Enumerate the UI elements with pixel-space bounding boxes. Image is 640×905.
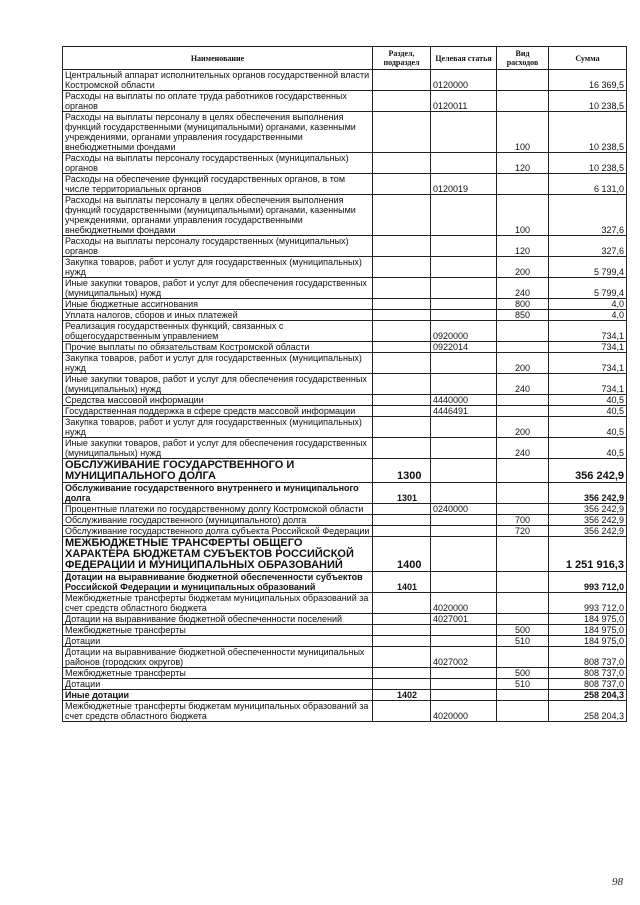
row-name: Государственная поддержка в сфере средств массовой информации xyxy=(63,406,373,417)
row-section xyxy=(373,374,431,395)
row-section xyxy=(373,299,431,310)
table-row xyxy=(63,321,627,342)
row-name: Межбюджетные трансферты xyxy=(63,668,373,679)
row-name: Иные дотации xyxy=(63,690,373,701)
row-type xyxy=(497,70,549,91)
row-article: 0922014 xyxy=(431,342,497,353)
row-section xyxy=(373,647,431,668)
row-section xyxy=(373,153,431,174)
row-type: 850 xyxy=(497,310,549,321)
row-sum: 16 369,5 xyxy=(549,70,627,91)
row-sum: 356 242,9 xyxy=(549,459,627,483)
row-sum: 40,5 xyxy=(549,438,627,459)
row-article: 0120019 xyxy=(431,174,497,195)
row-sum: 5 799,4 xyxy=(549,257,627,278)
row-article xyxy=(431,483,497,504)
row-type xyxy=(497,690,549,701)
row-type xyxy=(497,537,549,572)
row-name: Иные закупки товаров, работ и услуг для обеспечения государственных (муниципальных) нужд xyxy=(63,438,373,459)
row-name: Обслуживание государственного долга субъекта Российской Федерации xyxy=(63,526,373,537)
table-row xyxy=(63,395,627,406)
row-name: ОБСЛУЖИВАНИЕ ГОСУДАРСТВЕННОГО И МУНИЦИПАЛЬНОГО ДОЛГА xyxy=(63,459,373,483)
row-sum: 327,6 xyxy=(549,236,627,257)
row-section xyxy=(373,679,431,690)
row-section xyxy=(373,625,431,636)
row-type xyxy=(497,593,549,614)
row-section: 1400 xyxy=(373,537,431,572)
row-article: 4020000 xyxy=(431,593,497,614)
row-type xyxy=(497,459,549,483)
row-section xyxy=(373,278,431,299)
row-sum: 40,5 xyxy=(549,406,627,417)
row-sum: 327,6 xyxy=(549,195,627,236)
row-type: 720 xyxy=(497,526,549,537)
table-row xyxy=(63,593,627,614)
row-sum: 356 242,9 xyxy=(549,526,627,537)
row-sum: 808 737,0 xyxy=(549,647,627,668)
row-article xyxy=(431,374,497,395)
row-name: Центральный аппарат исполнительных органов государственной власти Костромской области xyxy=(63,70,373,91)
row-name: Межбюджетные трансферты xyxy=(63,625,373,636)
row-name: Обслуживание государственного внутреннего и муниципального долга xyxy=(63,483,373,504)
row-type xyxy=(497,647,549,668)
table-row xyxy=(63,417,627,438)
row-name: Расходы на выплаты персоналу государственных (муниципальных) органов xyxy=(63,153,373,174)
row-type xyxy=(497,342,549,353)
row-name: Дотации на выравнивание бюджетной обеспеченности муниципальных районов (городских округов) xyxy=(63,647,373,668)
row-article xyxy=(431,353,497,374)
row-sum: 4,0 xyxy=(549,310,627,321)
table-row xyxy=(63,679,627,690)
row-article: 0120011 xyxy=(431,91,497,112)
row-article xyxy=(431,459,497,483)
row-section xyxy=(373,236,431,257)
row-type: 200 xyxy=(497,257,549,278)
table-row xyxy=(63,668,627,679)
row-name: Дотации на выравнивание бюджетной обеспеченности поселений xyxy=(63,614,373,625)
row-section xyxy=(373,257,431,278)
table-row xyxy=(63,483,627,504)
row-section xyxy=(373,701,431,722)
row-sum: 993 712,0 xyxy=(549,572,627,593)
row-article: 4020000 xyxy=(431,701,497,722)
row-article xyxy=(431,438,497,459)
table-header xyxy=(63,47,627,70)
table-row xyxy=(63,112,627,153)
row-article xyxy=(431,153,497,174)
row-article: 0120000 xyxy=(431,70,497,91)
row-sum: 258 204,3 xyxy=(549,701,627,722)
row-type: 510 xyxy=(497,636,549,647)
row-type xyxy=(497,572,549,593)
table-row xyxy=(63,310,627,321)
row-section xyxy=(373,406,431,417)
row-type xyxy=(497,614,549,625)
table-row xyxy=(63,459,627,483)
row-article xyxy=(431,668,497,679)
row-article xyxy=(431,195,497,236)
row-section xyxy=(373,174,431,195)
row-name: Закупка товаров, работ и услуг для государственных (муниципальных) нужд xyxy=(63,353,373,374)
row-type: 510 xyxy=(497,679,549,690)
row-sum: 808 737,0 xyxy=(549,668,627,679)
row-article xyxy=(431,299,497,310)
row-type: 200 xyxy=(497,353,549,374)
row-section xyxy=(373,636,431,647)
row-article: 4027002 xyxy=(431,647,497,668)
row-name: Расходы на обеспечение функций государственных органов, в том числе территориальных органов xyxy=(63,174,373,195)
budget-table xyxy=(62,46,627,722)
table-row xyxy=(63,701,627,722)
row-type: 240 xyxy=(497,374,549,395)
row-sum: 6 131,0 xyxy=(549,174,627,195)
row-section xyxy=(373,614,431,625)
row-type: 700 xyxy=(497,515,549,526)
table-row xyxy=(63,353,627,374)
row-sum: 356 242,9 xyxy=(549,483,627,504)
row-sum: 4,0 xyxy=(549,299,627,310)
row-section xyxy=(373,321,431,342)
row-name: Процентные платежи по государственному долгу Костромской области xyxy=(63,504,373,515)
table-row xyxy=(63,236,627,257)
row-section: 1300 xyxy=(373,459,431,483)
row-name: Закупка товаров, работ и услуг для государственных (муниципальных) нужд xyxy=(63,257,373,278)
row-name: Дотации на выравнивание бюджетной обеспеченности субъектов Российской Федерации и муниципальных образований xyxy=(63,572,373,593)
row-section xyxy=(373,395,431,406)
table-body xyxy=(63,70,627,722)
row-sum: 356 242,9 xyxy=(549,515,627,526)
table-row xyxy=(63,153,627,174)
row-section xyxy=(373,195,431,236)
row-sum: 808 737,0 xyxy=(549,679,627,690)
row-article: 0920000 xyxy=(431,321,497,342)
row-name: Расходы на выплаты по оплате труда работников государственных органов xyxy=(63,91,373,112)
row-article xyxy=(431,572,497,593)
table-row xyxy=(63,406,627,417)
row-section xyxy=(373,342,431,353)
row-article xyxy=(431,526,497,537)
row-section xyxy=(373,91,431,112)
row-article xyxy=(431,417,497,438)
row-section xyxy=(373,668,431,679)
row-name: Иные бюджетные ассигнования xyxy=(63,299,373,310)
row-section xyxy=(373,112,431,153)
row-sum: 184 975,0 xyxy=(549,625,627,636)
table-row xyxy=(63,526,627,537)
row-article xyxy=(431,310,497,321)
row-name: МЕЖБЮДЖЕТНЫЕ ТРАНСФЕРТЫ ОБЩЕГО ХАРАКТЕРА БЮДЖЕТАМ СУБЪЕКТОВ РОССИЙСКОЙ ФЕДЕРАЦИИ И МУНИЦИПАЛЬНЫХ ОБРАЗОВАНИЙ xyxy=(63,537,373,572)
row-article xyxy=(431,537,497,572)
row-type: 800 xyxy=(497,299,549,310)
row-type: 120 xyxy=(497,153,549,174)
row-name: Прочие выплаты по обязательствам Костромской области xyxy=(63,342,373,353)
table-row xyxy=(63,625,627,636)
row-type xyxy=(497,174,549,195)
row-type: 100 xyxy=(497,195,549,236)
table-row xyxy=(63,690,627,701)
row-section xyxy=(373,438,431,459)
table-row xyxy=(63,278,627,299)
row-article xyxy=(431,679,497,690)
row-name: Уплата налогов, сборов и иных платежей xyxy=(63,310,373,321)
header-type: Вид расходов xyxy=(497,47,549,70)
row-name: Иные закупки товаров, работ и услуг для обеспечения государственных (муниципальных) нужд xyxy=(63,374,373,395)
row-name: Иные закупки товаров, работ и услуг для обеспечения государственных (муниципальных) нужд xyxy=(63,278,373,299)
row-section: 1301 xyxy=(373,483,431,504)
row-article xyxy=(431,257,497,278)
row-name: Реализация государственных функций, связанных с общегосударственным управлением xyxy=(63,321,373,342)
row-type xyxy=(497,701,549,722)
row-sum: 40,5 xyxy=(549,417,627,438)
row-type xyxy=(497,504,549,515)
table-row xyxy=(63,438,627,459)
row-type: 120 xyxy=(497,236,549,257)
row-section xyxy=(373,526,431,537)
row-type: 240 xyxy=(497,438,549,459)
row-name: Расходы на выплаты персоналу в целях обеспечения выполнения функций государственными (муниципальными) органами, казенными учреждениями, органами управления государственными внебюджетными фондами xyxy=(63,195,373,236)
row-article xyxy=(431,515,497,526)
row-section xyxy=(373,70,431,91)
row-sum: 734,1 xyxy=(549,353,627,374)
row-article: 0240000 xyxy=(431,504,497,515)
row-section xyxy=(373,515,431,526)
row-type xyxy=(497,483,549,504)
row-name: Расходы на выплаты персоналу в целях обеспечения выполнения функций государственными (муниципальными) органами, казенными учреждениями, органами управления государственными внебюджетными фондами xyxy=(63,112,373,153)
row-sum: 993 712,0 xyxy=(549,593,627,614)
table-row xyxy=(63,374,627,395)
table-row xyxy=(63,342,627,353)
row-section xyxy=(373,353,431,374)
row-sum: 1 251 916,3 xyxy=(549,537,627,572)
table-row xyxy=(63,504,627,515)
header-name: Наименование xyxy=(63,47,373,70)
row-name: Дотации xyxy=(63,679,373,690)
table-row xyxy=(63,647,627,668)
row-section: 1402 xyxy=(373,690,431,701)
row-section xyxy=(373,593,431,614)
row-sum: 40,5 xyxy=(549,395,627,406)
header-sum: Сумма xyxy=(549,47,627,70)
row-sum: 10 238,5 xyxy=(549,112,627,153)
row-name: Обслуживание государственного (муниципального) долга xyxy=(63,515,373,526)
row-article xyxy=(431,278,497,299)
table-row xyxy=(63,299,627,310)
row-type: 100 xyxy=(497,112,549,153)
row-article xyxy=(431,236,497,257)
row-name: Средства массовой информации xyxy=(63,395,373,406)
row-type: 500 xyxy=(497,625,549,636)
row-sum: 734,1 xyxy=(549,342,627,353)
row-name: Дотации xyxy=(63,636,373,647)
row-sum: 184 975,0 xyxy=(549,636,627,647)
row-article: 4446491 xyxy=(431,406,497,417)
table-row xyxy=(63,257,627,278)
table-row xyxy=(63,91,627,112)
table-row xyxy=(63,70,627,91)
row-type xyxy=(497,395,549,406)
table-row xyxy=(63,636,627,647)
row-type xyxy=(497,406,549,417)
row-article xyxy=(431,690,497,701)
row-section: 1401 xyxy=(373,572,431,593)
row-sum: 10 238,5 xyxy=(549,153,627,174)
table-row xyxy=(63,515,627,526)
row-sum: 734,1 xyxy=(549,374,627,395)
table-row xyxy=(63,614,627,625)
row-name: Межбюджетные трансферты бюджетам муниципальных образований за счет средств областного бюджета xyxy=(63,593,373,614)
row-article xyxy=(431,636,497,647)
header-section: Раздел, подраздел xyxy=(373,47,431,70)
table-row xyxy=(63,537,627,572)
header-article: Целевая статья xyxy=(431,47,497,70)
row-type: 200 xyxy=(497,417,549,438)
row-name: Межбюджетные трансферты бюджетам муниципальных образований за счет средств областного бюджета xyxy=(63,701,373,722)
row-section xyxy=(373,417,431,438)
table-row xyxy=(63,174,627,195)
row-sum: 5 799,4 xyxy=(549,278,627,299)
row-type: 240 xyxy=(497,278,549,299)
table-row xyxy=(63,572,627,593)
row-sum: 10 238,5 xyxy=(549,91,627,112)
row-section xyxy=(373,310,431,321)
row-sum: 734,1 xyxy=(549,321,627,342)
row-article xyxy=(431,625,497,636)
row-name: Расходы на выплаты персоналу государственных (муниципальных) органов xyxy=(63,236,373,257)
row-name: Закупка товаров, работ и услуг для государственных (муниципальных) нужд xyxy=(63,417,373,438)
row-type: 500 xyxy=(497,668,549,679)
row-article xyxy=(431,112,497,153)
row-sum: 258 204,3 xyxy=(549,690,627,701)
row-sum: 184 975,0 xyxy=(549,614,627,625)
row-article: 4027001 xyxy=(431,614,497,625)
page-number: 98 xyxy=(612,876,623,888)
row-sum: 356 242,9 xyxy=(549,504,627,515)
table-row xyxy=(63,195,627,236)
row-section xyxy=(373,504,431,515)
row-type xyxy=(497,91,549,112)
row-type xyxy=(497,321,549,342)
row-article: 4440000 xyxy=(431,395,497,406)
